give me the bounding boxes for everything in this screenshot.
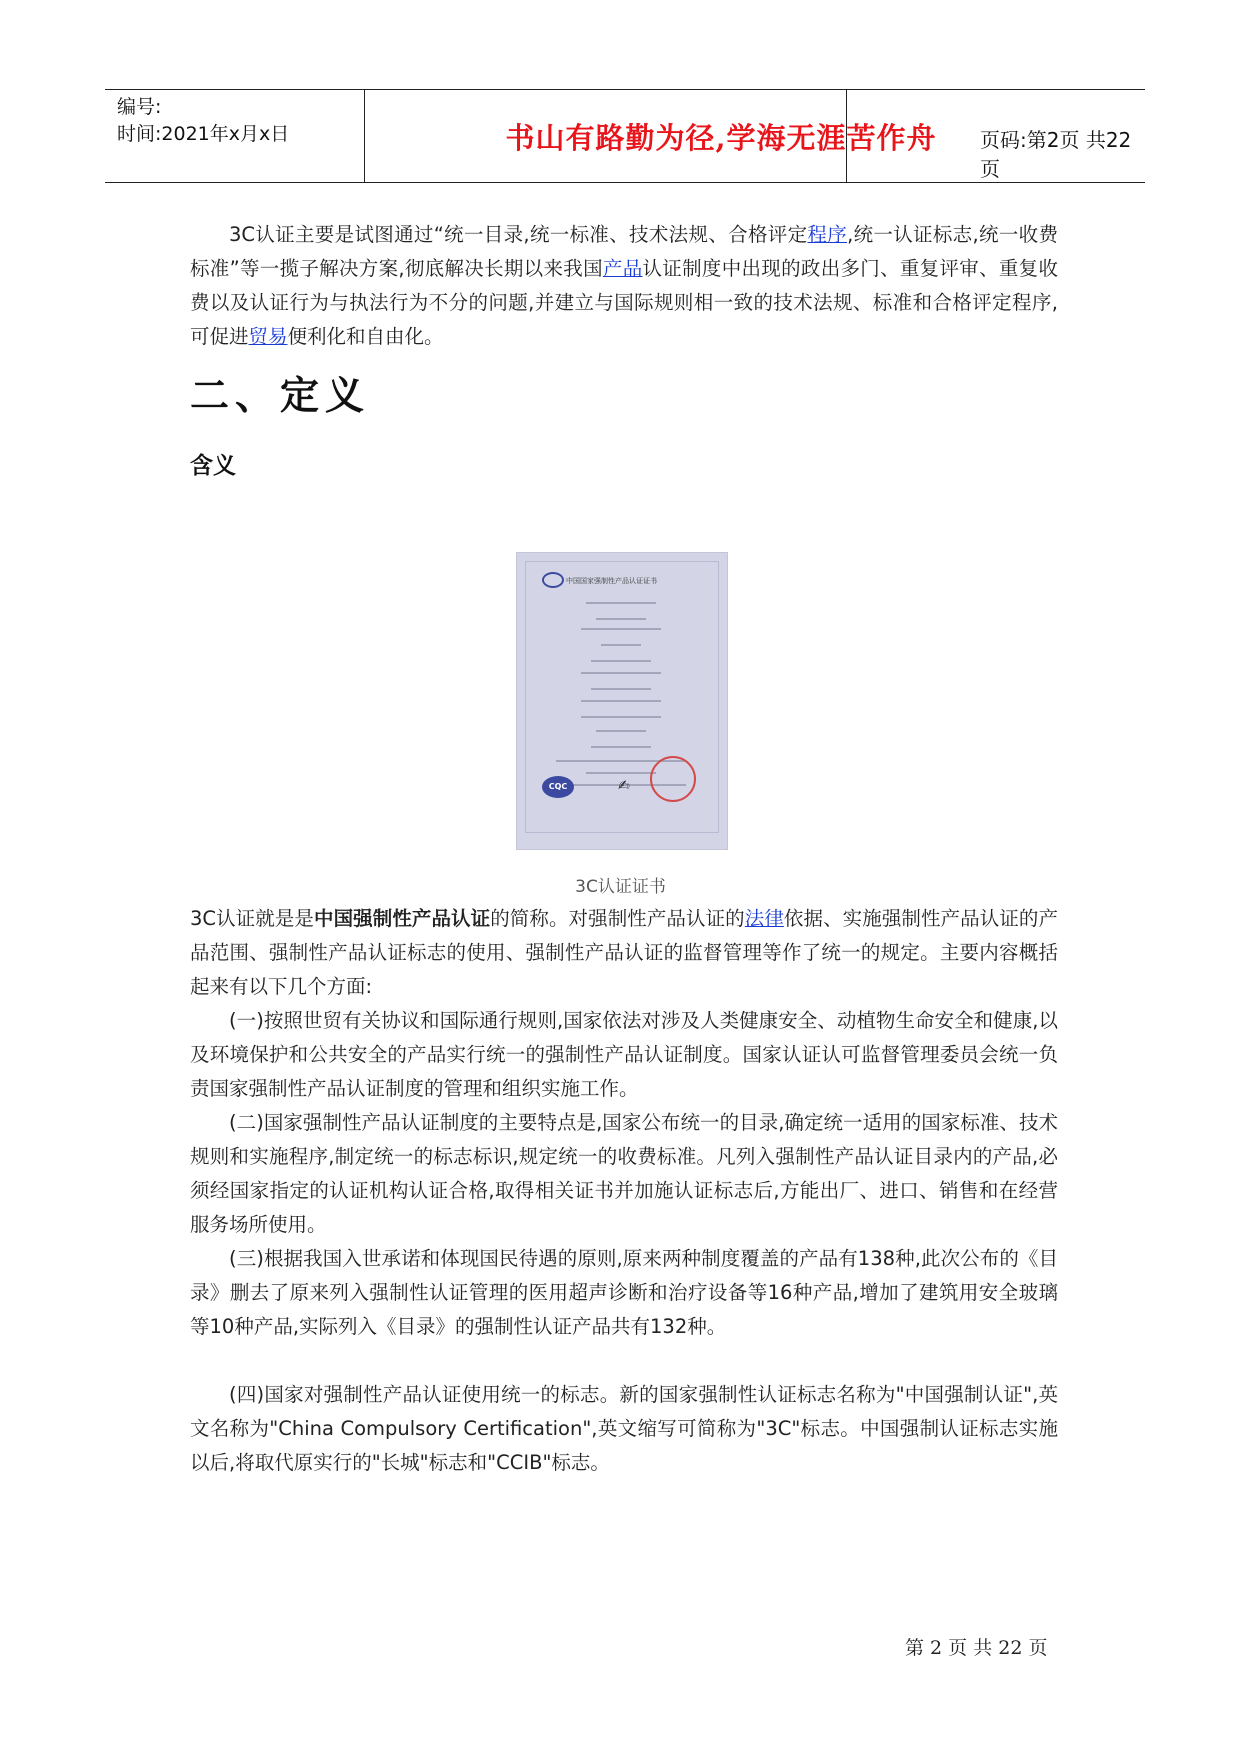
- certificate-border: [525, 561, 719, 833]
- text-run: 3C认证就是是: [190, 907, 314, 930]
- bold-term: 中国强制性产品认证: [314, 907, 491, 930]
- figure-caption: 3C认证证书: [575, 877, 666, 897]
- certificate-text-line: [586, 602, 656, 604]
- body-paragraph: (三)根据我国入世承诺和体现国民待遇的原则,原来两种制度覆盖的产品有138种,此次公布的《目录》删去了原来列入强制性认证管理的医用超声诊断和治疗设备等16种产品,增加了建筑用安全玻璃等10种产品,实际列入《目录》的强制性认证产品共有132种。: [190, 1247, 1058, 1338]
- link-law[interactable]: 法律: [744, 907, 784, 930]
- ccc-logo-icon: [542, 572, 564, 588]
- body-paragraph: (二)国家强制性产品认证制度的主要特点是,国家公布统一的目录,确定统一适用的国家标准、技术规则和实施程序,制定统一的标志标识,规定统一的收费标准。凡列入强制性产品认证目录内的产品,必须经国家指定的认证机构认证合格,取得相关证书并加施认证标志后,方能出厂、进口、销售和在经营服务场所使用。: [190, 1111, 1058, 1236]
- cqc-logo-icon: CQC: [542, 776, 574, 798]
- body-paragraph: [190, 902, 1058, 1004]
- certificate-title: 中国国家强制性产品认证证书: [566, 577, 657, 585]
- text-run: 的简称。对强制性产品认证的: [490, 907, 745, 930]
- link-procedure[interactable]: 程序: [807, 223, 848, 246]
- body-paragraph: (四)国家对强制性产品认证使用统一的标志。新的国家强制性认证标志名称为"中国强制认证",英文名称为"China Compulsory Certification",英文缩写可简称为"3C"标志。中国强制认证标志实施以后,将取代原实行的"长城"标志和"CCIB"标志。: [190, 1383, 1058, 1474]
- certificate-text-line: [596, 618, 646, 620]
- certificate-text-line: [586, 772, 656, 774]
- header-divider: [846, 90, 847, 182]
- document-number-label: 编号:: [117, 96, 162, 118]
- certificate-text-line: [591, 746, 651, 748]
- certificate-text-line: [591, 660, 651, 662]
- intro-paragraph: [190, 218, 1058, 354]
- header-divider: [364, 90, 365, 182]
- link-product[interactable]: 产品: [602, 257, 643, 280]
- header-page-number: 页码:第2页 共22页: [980, 128, 1132, 181]
- text-run: 3C认证主要是试图通过“统一目录,统一标准、技术法规、合格评定: [229, 223, 808, 246]
- certificate-text-line: [581, 700, 661, 702]
- document-time-label: 时间:2021年x月x日: [117, 123, 290, 145]
- official-seal-icon: [650, 756, 696, 802]
- certificate-text-line: [591, 688, 651, 690]
- certificate-text-line: [581, 628, 661, 630]
- footer-page-number: 第 2 页 共 22 页: [905, 1637, 1048, 1659]
- section-title: 二、定义: [190, 374, 371, 419]
- text-run: 便利化和自由化。: [287, 325, 444, 348]
- body-paragraph: (一)按照世贸有关协议和国际通行规则,国家依法对涉及人类健康安全、动植物生命安全和健康,以及环境保护和公共安全的产品实行统一的强制性产品认证制度。国家认证认可监督管理委员会统一负责国家强制性产品认证制度的管理和组织实施工作。: [190, 1009, 1058, 1100]
- link-trade[interactable]: 贸易: [248, 325, 288, 348]
- header-left: [117, 94, 289, 148]
- certificate-text-line: [581, 672, 661, 674]
- certificate-text-line: [581, 716, 661, 718]
- header-motto: 书山有路勤为径,学海无涯苦作舟: [505, 121, 937, 155]
- certificate-text-line: [596, 730, 646, 732]
- text-run: 依据、实施强制性产品认证的产品范围、强制性产品认证标志的使用、强制性产品认证的监督管理等作了统一的规定。主要内容概括起来有以下几个方面:: [190, 907, 1058, 998]
- signature-icon: ✍: [618, 778, 630, 794]
- header-table: [105, 89, 1145, 183]
- certificate-text-line: [601, 644, 641, 646]
- text-run: 认证制度中出现的政出多门、重复评审、重复收费以及认证行为与执法行为不分的问题,并建立与国际规则相一致的技术法规、标准和合格评定程序,可促进: [190, 257, 1058, 348]
- text-run: ,统一认证标志,统一收费标准”等一揽子解决方案,彻底解决长期以来我国: [190, 223, 1058, 280]
- subsection-title: 含义: [190, 453, 236, 479]
- certificate-image: [516, 552, 728, 850]
